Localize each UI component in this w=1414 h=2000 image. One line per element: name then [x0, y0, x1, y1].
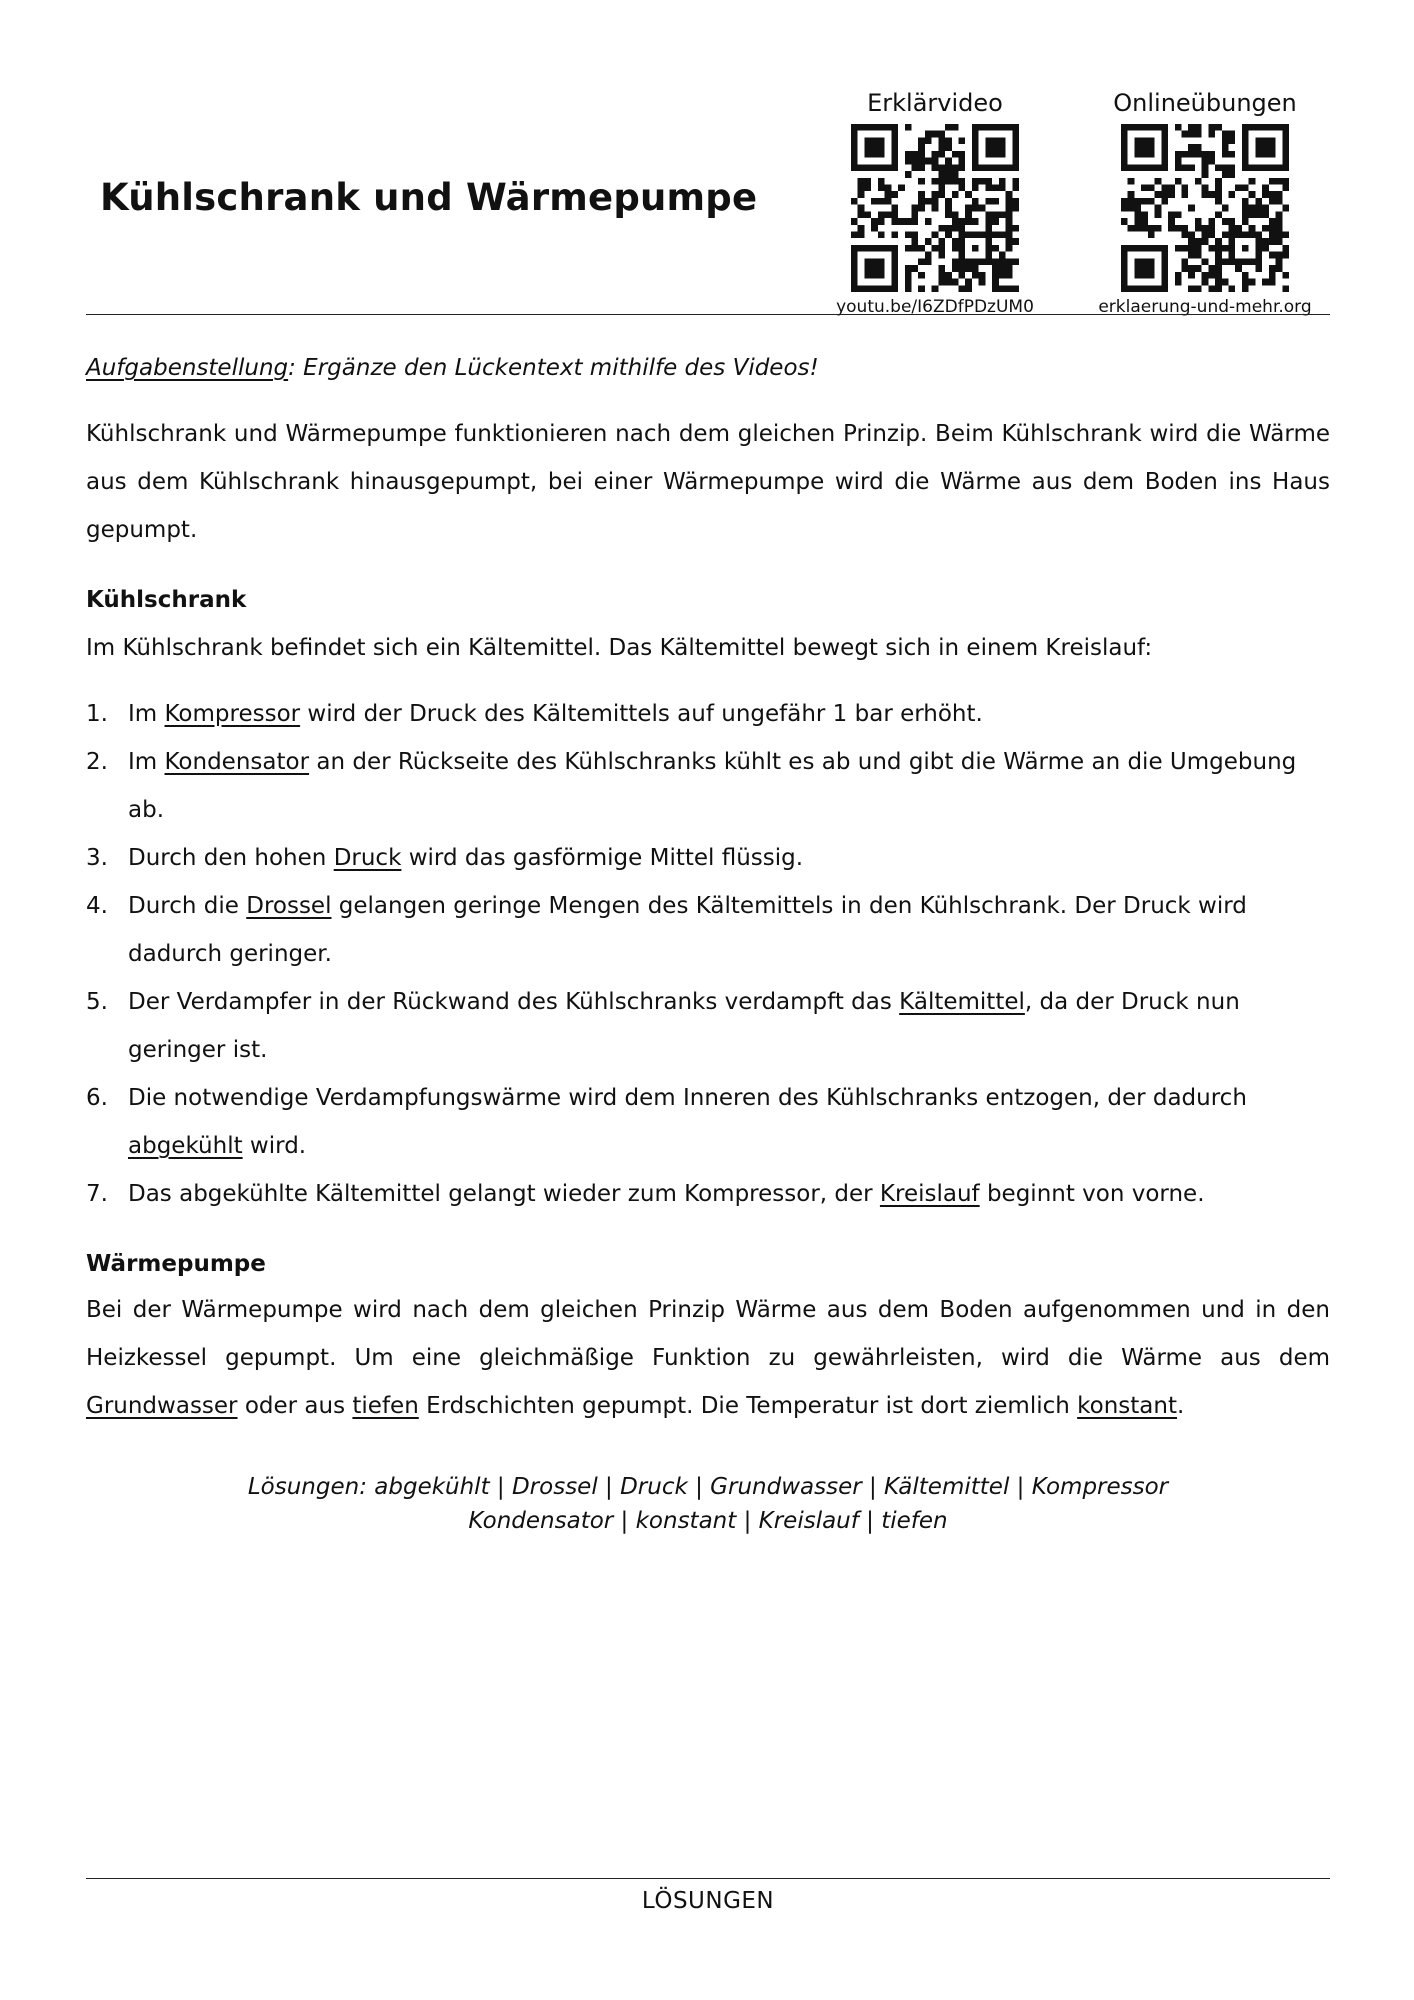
step-text-before: Die notwendige Verdampfungswärme wird dem Inneren des Kühlschranks entzogen, der dadurch [128, 1085, 1247, 1111]
section-heading-heatpump: Wärmepumpe [86, 1251, 266, 1277]
solutions-line-1: Lösungen: abgekühlt | Drossel | Druck | Grundwasser | Kältemittel | Kompressor [247, 1474, 1169, 1500]
heatpump-text-3: Erdschichten gepumpt. Die Temperatur ist dort ziemlich [418, 1393, 1078, 1419]
gap-answer: abgekühlt [128, 1133, 243, 1159]
section-heading-fridge: Kühlschrank [86, 587, 247, 613]
gap-answer: konstant [1077, 1393, 1177, 1419]
step-text-after: wird. [242, 1133, 307, 1159]
step-text-after: an der Rückseite des Kühlschranks kühlt es ab und gibt die Wärme an die Umgebung ab. [128, 749, 1297, 823]
task-label: Aufgabenstellung [86, 355, 289, 381]
list-item [86, 1170, 1330, 1218]
qr-code-video[interactable] [851, 124, 1019, 292]
gap-answer: Druck [333, 845, 402, 871]
step-text-after: wird der Druck des Kältemittels auf ungefähr 1 bar erhöht. [300, 701, 983, 727]
step-text-before: Durch die [128, 893, 247, 919]
solutions-box [86, 1470, 1330, 1538]
gap-answer: Drossel [246, 893, 332, 919]
gap-answer: Kreislauf [879, 1181, 980, 1207]
gap-answer: Kondensator [164, 749, 310, 775]
heatpump-text-2: oder aus [237, 1393, 353, 1419]
step-number: 5. [86, 989, 108, 1015]
task-colon: : [288, 355, 296, 381]
list-item [86, 738, 1330, 834]
fridge-lead: Im Kühlschrank befindet sich ein Kältemittel. Das Kältemittel bewegt sich in einem Kreislauf: [86, 635, 1153, 661]
step-text-before: Der Verdampfer in der Rückwand des Kühlschranks verdampft das [128, 989, 900, 1015]
qr-online-url: erklaerung-und-mehr.org [1098, 297, 1312, 317]
heatpump-text-1: Bei der Wärmepumpe wird nach dem gleichen Prinzip Wärme aus dem Boden aufgenommen und in den Heizkessel gepumpt. Um eine gleichmäßige Funktion zu gewährleisten, wird die Wärme aus dem [86, 1297, 1330, 1371]
step-number: 4. [86, 893, 108, 919]
fridge-steps-list [86, 690, 1330, 1218]
step-number: 1. [86, 701, 108, 727]
qr-online-label: Onlineübungen [1113, 89, 1297, 117]
solutions-line-2: Kondensator | konstant | Kreislauf | tiefen [468, 1508, 948, 1534]
step-text-after: wird das gasförmige Mittel flüssig. [401, 845, 804, 871]
qr-video-label: Erklärvideo [867, 89, 1003, 117]
intro-paragraph: Kühlschrank und Wärmepumpe funktionieren nach dem gleichen Prinzip. Beim Kühlschrank wird die Wärme aus dem Kühlschrank hinausgepumpt, bei einer Wärmepumpe wird die Wärme aus dem Boden ins Haus gepumpt. [86, 421, 1330, 543]
step-number: 7. [86, 1181, 108, 1207]
list-item [86, 882, 1330, 978]
list-item [86, 978, 1330, 1074]
step-number: 6. [86, 1085, 108, 1111]
step-text-after: beginnt von vorne. [979, 1181, 1205, 1207]
heatpump-text-4: . [1176, 1393, 1185, 1419]
step-text-before: Im [128, 701, 165, 727]
footer-label: LÖSUNGEN [641, 1888, 775, 1914]
qr-video-url: youtu.be/I6ZDfPDzUM0 [836, 297, 1034, 317]
qr-online-block [1085, 88, 1325, 318]
header-divider [86, 314, 1330, 315]
step-text-before: Im [128, 749, 165, 775]
step-text-before: Durch den hohen [128, 845, 334, 871]
list-item [86, 690, 1330, 738]
step-text-after: gelangen geringe Mengen des Kältemittels in den Kühlschrank. Der Druck wird dadurch geringer. [128, 893, 1247, 967]
step-text-before: Das abgekühlte Kältemittel gelangt wieder zum Kompressor, der [128, 1181, 880, 1207]
qr-code-online[interactable] [1121, 124, 1289, 292]
footer-divider [86, 1878, 1330, 1879]
gap-answer: Kältemittel [899, 989, 1025, 1015]
list-item [86, 834, 1330, 882]
gap-answer: Kompressor [164, 701, 301, 727]
gap-answer: tiefen [352, 1393, 419, 1419]
qr-video-block [815, 88, 1055, 318]
gap-answer: Grundwasser [86, 1393, 238, 1419]
step-number: 2. [86, 749, 108, 775]
step-text-after: , da der Druck nun geringer ist. [128, 989, 1240, 1063]
heatpump-paragraph [86, 1286, 1330, 1430]
page-title: Kühlschrank und Wärmepumpe [100, 176, 758, 219]
task-text: Ergänze den Lückentext mithilfe des Videos! [295, 355, 819, 381]
step-number: 3. [86, 845, 108, 871]
task-instruction [86, 344, 1330, 392]
list-item [86, 1074, 1330, 1170]
